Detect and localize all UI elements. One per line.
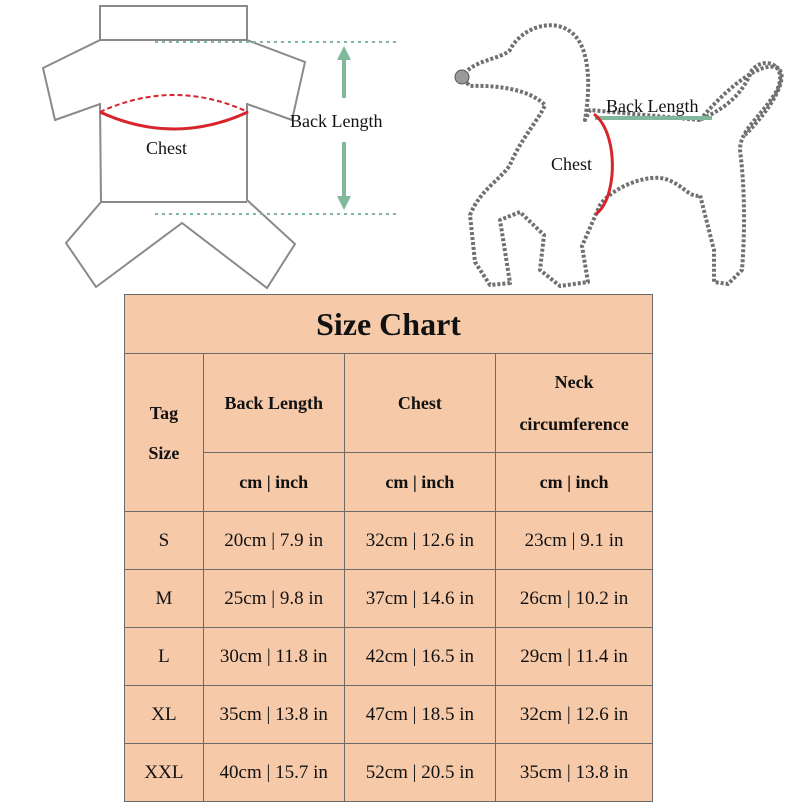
shirt-diagram — [0, 0, 420, 290]
chest-cell: 52cm | 20.5 in — [344, 744, 496, 802]
shirt-back-length-label: Back Length — [290, 111, 383, 131]
size-cell: L — [125, 628, 204, 686]
size-cell: S — [125, 512, 204, 570]
neck-header — [496, 354, 653, 453]
chest-cell: 32cm | 12.6 in — [344, 512, 496, 570]
neck-header-line2: circumference — [519, 414, 629, 434]
dog-chest-label: Chest — [551, 154, 593, 174]
dog-chest-line — [594, 114, 612, 214]
size-cell: XL — [125, 686, 204, 744]
chest-cell: 42cm | 16.5 in — [344, 628, 496, 686]
neck-cell: 23cm | 9.1 in — [496, 512, 653, 570]
chest-unit: cm | inch — [344, 453, 496, 512]
size-cell: XXL — [125, 744, 204, 802]
arrow-up-head — [337, 46, 351, 60]
table-row — [125, 628, 653, 686]
neck-unit: cm | inch — [496, 453, 653, 512]
tag-size-header — [125, 354, 204, 512]
dog-back-length-label: Back Length — [606, 96, 699, 116]
size-cell: M — [125, 570, 204, 628]
neck-header-line1: Neck — [554, 372, 594, 392]
neck-cell: 32cm | 12.6 in — [496, 686, 653, 744]
dog-nose-icon — [455, 70, 469, 84]
dog-outline — [462, 25, 780, 286]
table-row — [125, 744, 653, 802]
back-length-unit: cm | inch — [203, 453, 344, 512]
back-length-cell: 25cm | 9.8 in — [203, 570, 344, 628]
size-chart-title: Size Chart — [125, 295, 653, 354]
back-length-cell: 40cm | 15.7 in — [203, 744, 344, 802]
tag-size-header-line1: Tag — [149, 402, 179, 423]
arrow-down-head — [337, 196, 351, 210]
back-length-cell: 35cm | 13.8 in — [203, 686, 344, 744]
dog-ear — [700, 67, 782, 135]
shirt-chest-label: Chest — [146, 138, 188, 158]
back-length-cell: 30cm | 11.8 in — [203, 628, 344, 686]
table-row — [125, 570, 653, 628]
neck-cell: 35cm | 13.8 in — [496, 744, 653, 802]
neck-cell: 26cm | 10.2 in — [496, 570, 653, 628]
table-row — [125, 686, 653, 744]
chest-cell: 47cm | 18.5 in — [344, 686, 496, 744]
tag-size-header-line2: Size — [148, 442, 180, 463]
back-length-header: Back Length — [203, 354, 344, 453]
chest-cell: 37cm | 14.6 in — [344, 570, 496, 628]
size-chart-table — [124, 294, 653, 802]
table-row — [125, 512, 653, 570]
back-length-cell: 20cm | 7.9 in — [203, 512, 344, 570]
neck-cell: 29cm | 11.4 in — [496, 628, 653, 686]
chest-header: Chest — [344, 354, 496, 453]
